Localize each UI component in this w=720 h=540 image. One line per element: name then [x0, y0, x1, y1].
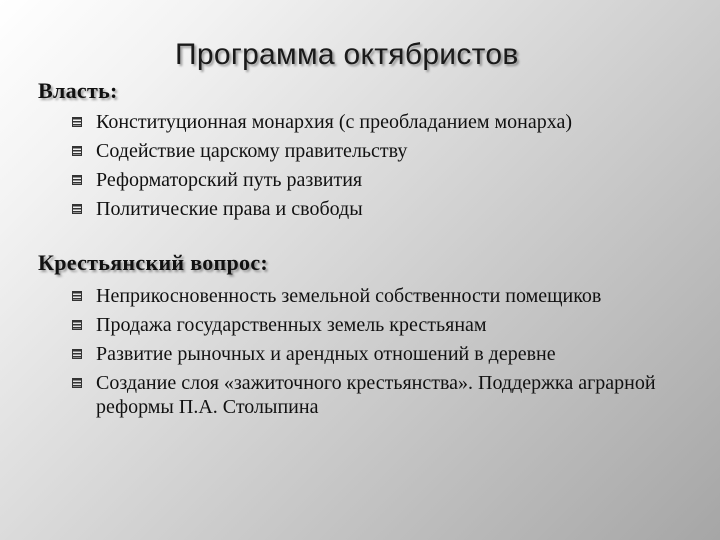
list-item-text: Конституционная монархия (с преобладанием монарха) — [96, 111, 573, 133]
list-item-text: Продажа государственных земель крестьянам — [96, 314, 487, 336]
peasant-bullet-list — [72, 282, 716, 422]
power-bullet-list — [72, 108, 716, 224]
slide-title: Программа октябристов — [175, 38, 519, 71]
list-item-text: Развитие рыночных и арендных отношений в деревне — [96, 343, 556, 365]
list-item — [72, 340, 716, 369]
list-item-text: Создание слоя «зажиточного крестьянства». Поддержка аграрной реформы П.А. Столыпина — [96, 372, 656, 418]
list-item — [72, 369, 716, 422]
list-item — [72, 166, 716, 195]
list-item — [72, 108, 716, 137]
square-bullet-icon — [72, 175, 82, 185]
square-bullet-icon — [72, 349, 82, 359]
list-item — [72, 195, 716, 224]
section-heading-peasant-question: Крестьянский вопрос: — [38, 250, 269, 275]
square-bullet-icon — [72, 117, 82, 127]
square-bullet-icon — [72, 146, 82, 156]
square-bullet-icon — [72, 378, 82, 388]
list-item-text: Политические права и свободы — [96, 198, 363, 220]
list-item-text: Реформаторский путь развития — [96, 169, 363, 191]
list-item — [72, 137, 716, 166]
list-item-text: Неприкосновенность земельной собственности помещиков — [96, 285, 602, 307]
square-bullet-icon — [72, 291, 82, 301]
list-item — [72, 311, 716, 340]
list-item-text: Содействие царскому правительству — [96, 140, 408, 162]
square-bullet-icon — [72, 320, 82, 330]
square-bullet-icon — [72, 204, 82, 214]
list-item — [72, 282, 716, 311]
section-heading-power: Власть: — [38, 78, 118, 103]
